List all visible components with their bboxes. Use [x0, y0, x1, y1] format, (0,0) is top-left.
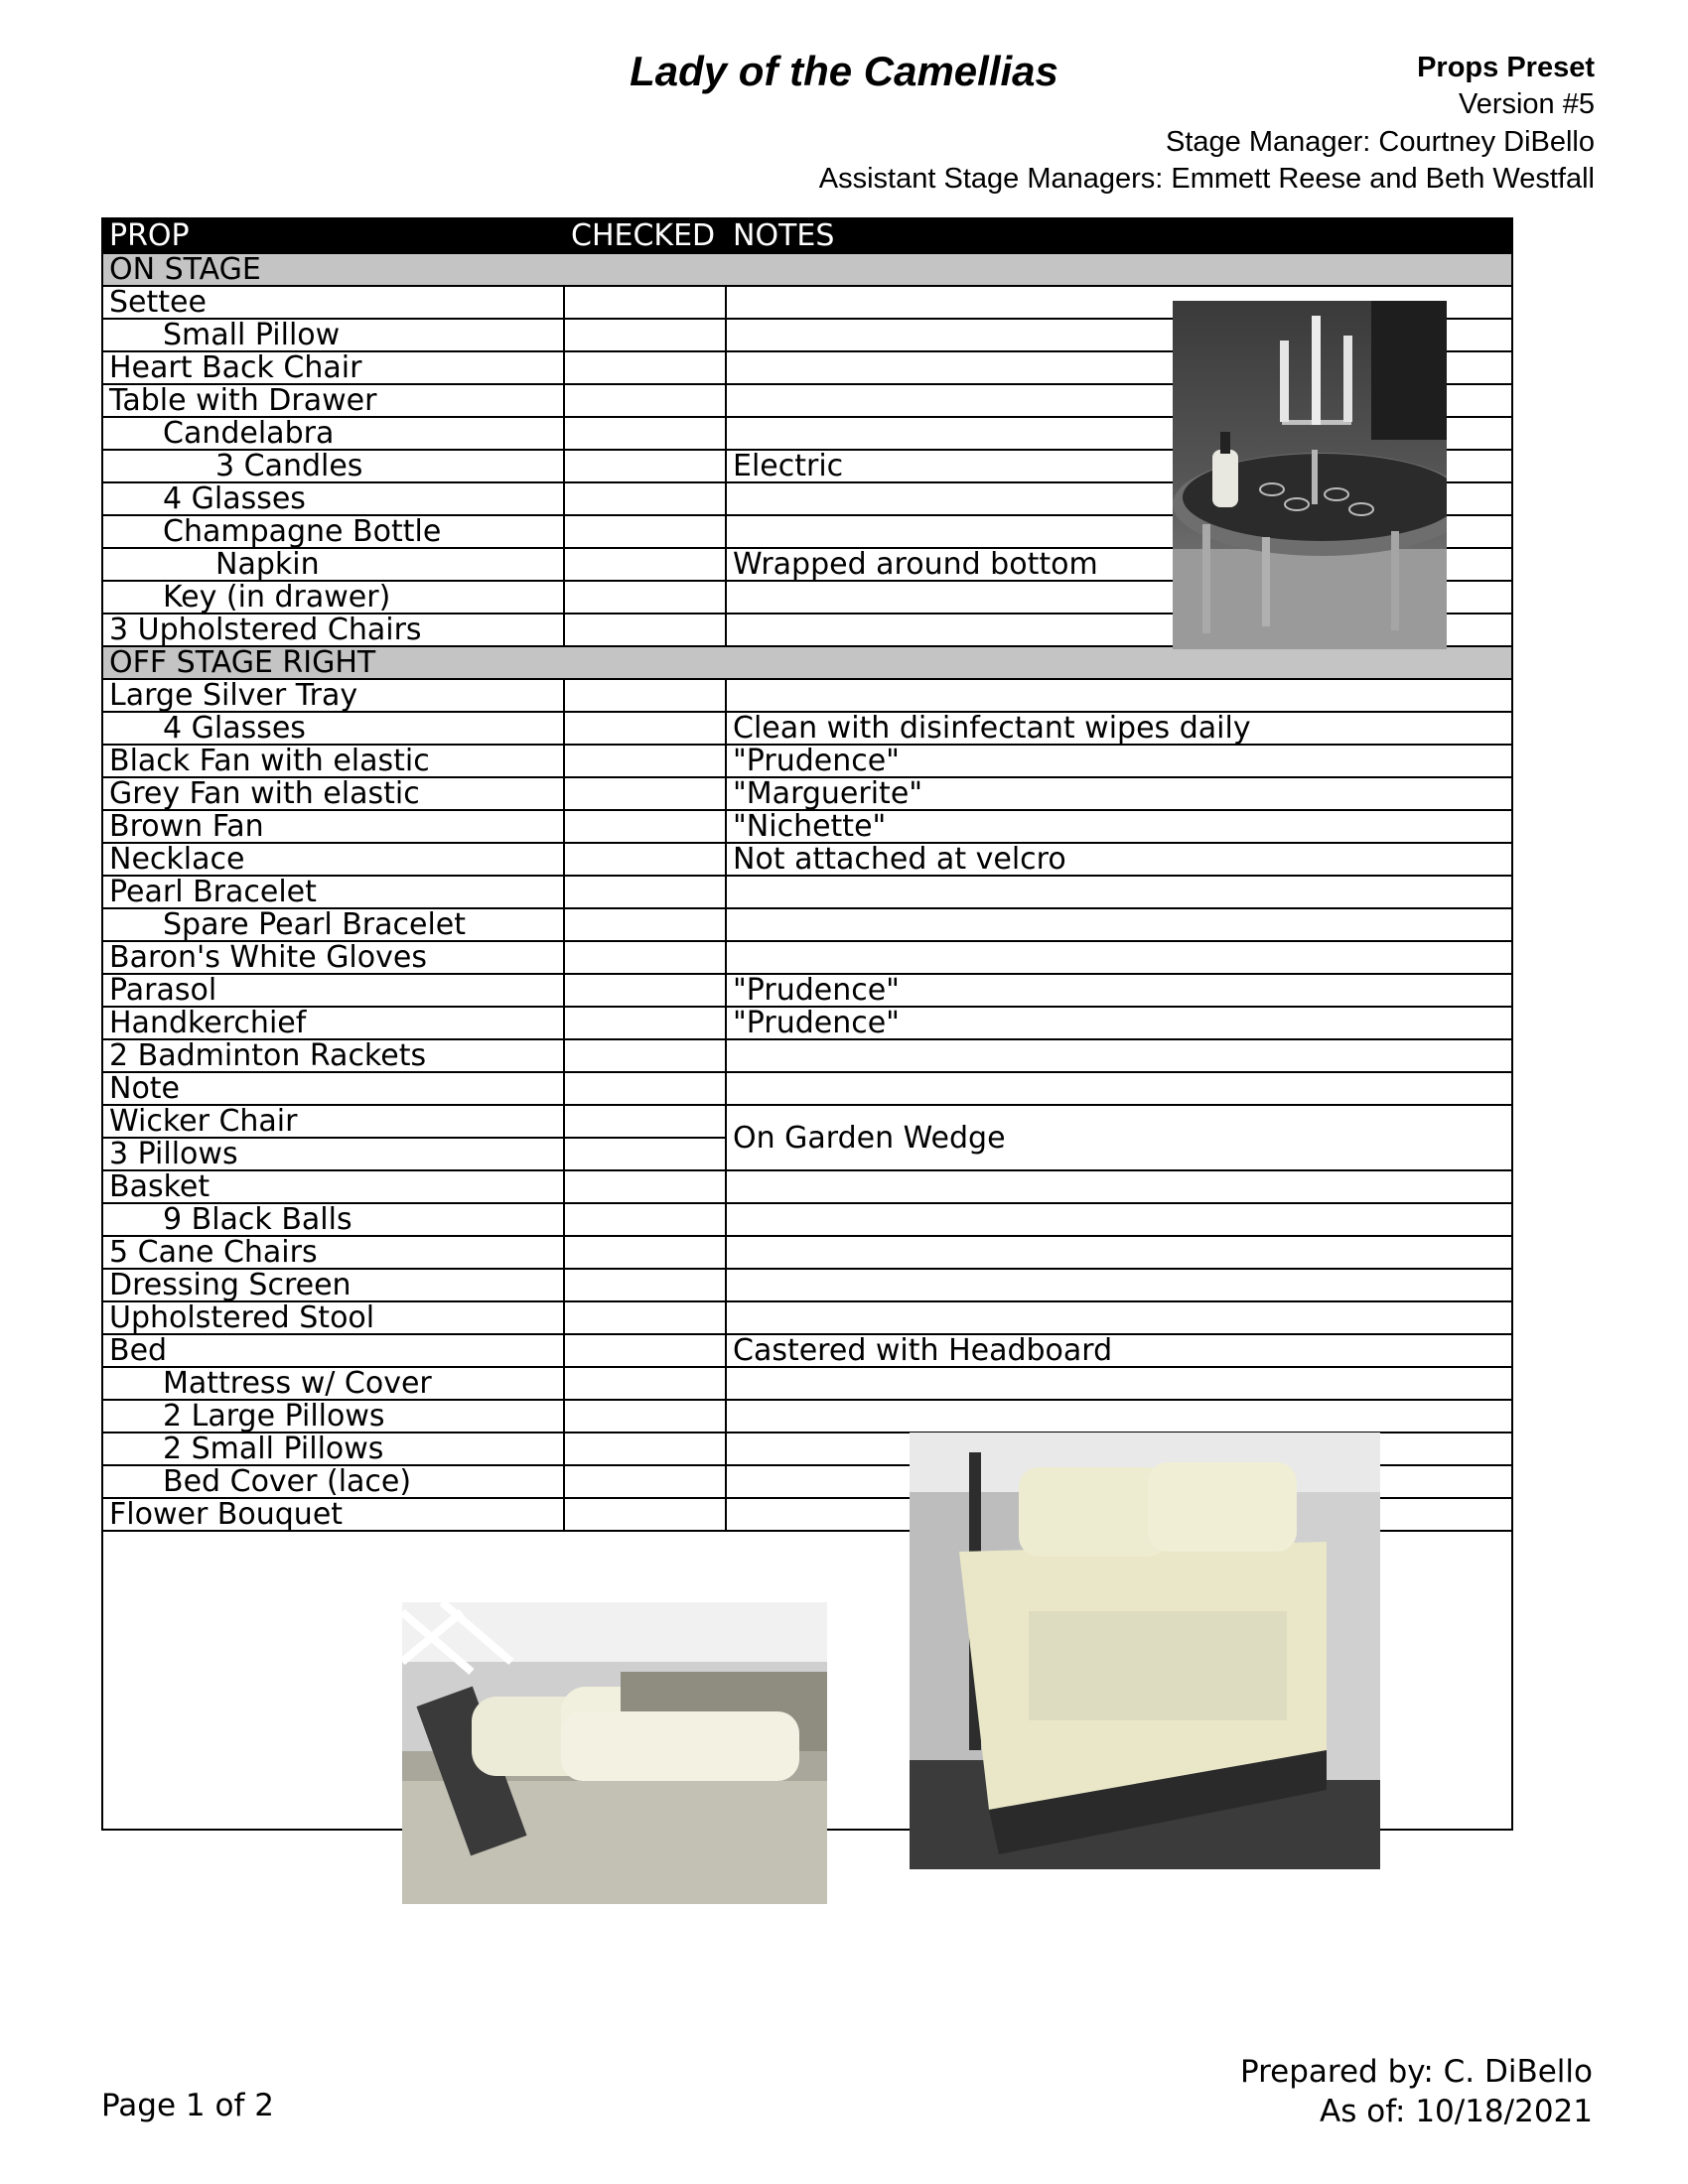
checked-cell[interactable] — [564, 1007, 726, 1039]
notes-cell: Not attached at velcro — [726, 843, 1512, 876]
checked-cell[interactable] — [564, 1105, 726, 1138]
checked-cell[interactable] — [564, 1498, 726, 1531]
table-row — [102, 712, 1512, 745]
prop-name: Wicker Chair — [102, 1105, 564, 1138]
checked-cell[interactable] — [564, 974, 726, 1007]
prop-name: Napkin — [102, 548, 564, 581]
photo-full-bed — [910, 1433, 1380, 1869]
table-row — [102, 1039, 1512, 1072]
table-row — [102, 1105, 1512, 1138]
checked-cell[interactable] — [564, 581, 726, 614]
prop-name: Champagne Bottle — [102, 515, 564, 548]
table-row — [102, 876, 1512, 908]
checked-cell[interactable] — [564, 876, 726, 908]
table-row — [102, 1269, 1512, 1301]
prop-name: Pearl Bracelet — [102, 876, 564, 908]
notes-cell — [726, 1301, 1512, 1334]
table-row — [102, 777, 1512, 810]
checked-cell[interactable] — [564, 1301, 726, 1334]
table-row — [102, 1170, 1512, 1203]
prop-name: 3 Upholstered Chairs — [102, 614, 564, 646]
notes-cell — [726, 1236, 1512, 1269]
checked-cell[interactable] — [564, 1367, 726, 1400]
checked-cell[interactable] — [564, 614, 726, 646]
prop-name: Parasol — [102, 974, 564, 1007]
checked-cell[interactable] — [564, 712, 726, 745]
table-row — [102, 1301, 1512, 1334]
prop-name: Spare Pearl Bracelet — [102, 908, 564, 941]
prop-name: Necklace — [102, 843, 564, 876]
prop-name: Handkerchief — [102, 1007, 564, 1039]
prop-name: Note — [102, 1072, 564, 1105]
prop-name: Flower Bouquet — [102, 1498, 564, 1531]
col-prop-header: PROP — [102, 218, 564, 253]
stage-manager: Stage Manager: Courtney DiBello — [1165, 126, 1595, 158]
prop-name: 9 Black Balls — [102, 1203, 564, 1236]
table-row — [102, 679, 1512, 712]
table-row — [102, 843, 1512, 876]
prop-name: Basket — [102, 1170, 564, 1203]
checked-cell[interactable] — [564, 1138, 726, 1170]
table-row — [102, 1236, 1512, 1269]
prop-name: Baron's White Gloves — [102, 941, 564, 974]
section-label: ON STAGE — [102, 253, 1512, 286]
table-row — [102, 1007, 1512, 1039]
checked-cell[interactable] — [564, 810, 726, 843]
notes-cell — [726, 1269, 1512, 1301]
page-number: Page 1 of 2 — [101, 2088, 274, 2123]
table-row — [102, 974, 1512, 1007]
checked-cell[interactable] — [564, 941, 726, 974]
checked-cell[interactable] — [564, 450, 726, 482]
section-on-stage — [102, 253, 1512, 286]
notes-cell — [726, 1170, 1512, 1203]
col-checked-header: CHECKED — [564, 218, 726, 253]
table-row — [102, 1367, 1512, 1400]
checked-cell[interactable] — [564, 1433, 726, 1465]
prop-name: 2 Large Pillows — [102, 1400, 564, 1433]
checked-cell[interactable] — [564, 1039, 726, 1072]
notes-cell — [726, 1039, 1512, 1072]
doc-type: Props Preset — [1417, 52, 1595, 83]
prop-name: Mattress w/ Cover — [102, 1367, 564, 1400]
table-row — [102, 745, 1512, 777]
notes-cell — [726, 1400, 1512, 1433]
version: Version #5 — [1458, 88, 1595, 120]
checked-cell[interactable] — [564, 319, 726, 351]
checked-cell[interactable] — [564, 1072, 726, 1105]
table-row — [102, 1400, 1512, 1433]
checked-cell[interactable] — [564, 1465, 726, 1498]
checked-cell[interactable] — [564, 777, 726, 810]
notes-cell: Clean with disinfectant wipes daily — [726, 712, 1512, 745]
prop-name: Small Pillow — [102, 319, 564, 351]
table-row — [102, 941, 1512, 974]
checked-cell[interactable] — [564, 384, 726, 417]
col-notes-header: NOTES — [726, 218, 1512, 253]
notes-cell: On Garden Wedge — [726, 1105, 1512, 1170]
prop-name: Settee — [102, 286, 564, 319]
checked-cell[interactable] — [564, 679, 726, 712]
notes-cell: "Prudence" — [726, 1007, 1512, 1039]
prop-name: Grey Fan with elastic — [102, 777, 564, 810]
prop-name: 3 Pillows — [102, 1138, 564, 1170]
notes-cell: "Prudence" — [726, 745, 1512, 777]
table-header-row — [102, 218, 1512, 253]
notes-cell — [726, 908, 1512, 941]
prop-name: Bed — [102, 1334, 564, 1367]
checked-cell[interactable] — [564, 1203, 726, 1236]
table-row — [102, 908, 1512, 941]
prop-name: Candelabra — [102, 417, 564, 450]
document-title: Lady of the Camellias — [630, 48, 1058, 94]
notes-cell: "Marguerite" — [726, 777, 1512, 810]
notes-cell — [726, 1203, 1512, 1236]
notes-cell: Castered with Headboard — [726, 1334, 1512, 1367]
checked-cell[interactable] — [564, 1170, 726, 1203]
table-row — [102, 1334, 1512, 1367]
notes-cell — [726, 1367, 1512, 1400]
prop-name: Upholstered Stool — [102, 1301, 564, 1334]
checked-cell[interactable] — [564, 417, 726, 450]
prop-name: 2 Small Pillows — [102, 1433, 564, 1465]
checked-cell[interactable] — [564, 908, 726, 941]
notes-cell: "Prudence" — [726, 974, 1512, 1007]
prop-name: 2 Badminton Rackets — [102, 1039, 564, 1072]
prop-name: Dressing Screen — [102, 1269, 564, 1301]
prop-name: Key (in drawer) — [102, 581, 564, 614]
checked-cell[interactable] — [564, 1400, 726, 1433]
notes-cell — [726, 1072, 1512, 1105]
as-of-date: As of: 10/18/2021 — [1320, 2094, 1593, 2129]
table-row — [102, 810, 1512, 843]
checked-cell[interactable] — [564, 745, 726, 777]
prop-name: Heart Back Chair — [102, 351, 564, 384]
prepared-by: Prepared by: C. DiBello — [1239, 2054, 1593, 2090]
checked-cell[interactable] — [564, 286, 726, 319]
prop-name: 4 Glasses — [102, 482, 564, 515]
prop-name: Bed Cover (lace) — [102, 1465, 564, 1498]
prop-name: Black Fan with elastic — [102, 745, 564, 777]
notes-cell — [726, 679, 1512, 712]
checked-cell[interactable] — [564, 548, 726, 581]
prop-name: Brown Fan — [102, 810, 564, 843]
photo-bed-pillows — [402, 1602, 827, 1904]
table-row — [102, 1203, 1512, 1236]
assistant-stage-managers: Assistant Stage Managers: Emmett Reese and Beth Westfall — [818, 163, 1595, 195]
photo-candelabra-table — [1173, 301, 1447, 649]
prop-name: 4 Glasses — [102, 712, 564, 745]
table-row — [102, 1072, 1512, 1105]
notes-cell — [726, 941, 1512, 974]
prop-name: Large Silver Tray — [102, 679, 564, 712]
checked-cell[interactable] — [564, 1334, 726, 1367]
notes-cell: Electric — [726, 450, 1512, 482]
notes-cell: Wrapped around bottom — [726, 548, 1512, 581]
prop-name: 3 Candles — [102, 450, 564, 482]
checked-cell[interactable] — [564, 515, 726, 548]
prop-name: Table with Drawer — [102, 384, 564, 417]
checked-cell[interactable] — [564, 1236, 726, 1269]
checked-cell[interactable] — [564, 482, 726, 515]
section-off-stage-right — [102, 646, 1512, 679]
checked-cell[interactable] — [564, 351, 726, 384]
section-label: OFF STAGE RIGHT — [102, 646, 1512, 679]
notes-cell — [726, 876, 1512, 908]
prop-name: 5 Cane Chairs — [102, 1236, 564, 1269]
checked-cell[interactable] — [564, 843, 726, 876]
checked-cell[interactable] — [564, 1269, 726, 1301]
notes-cell: "Nichette" — [726, 810, 1512, 843]
